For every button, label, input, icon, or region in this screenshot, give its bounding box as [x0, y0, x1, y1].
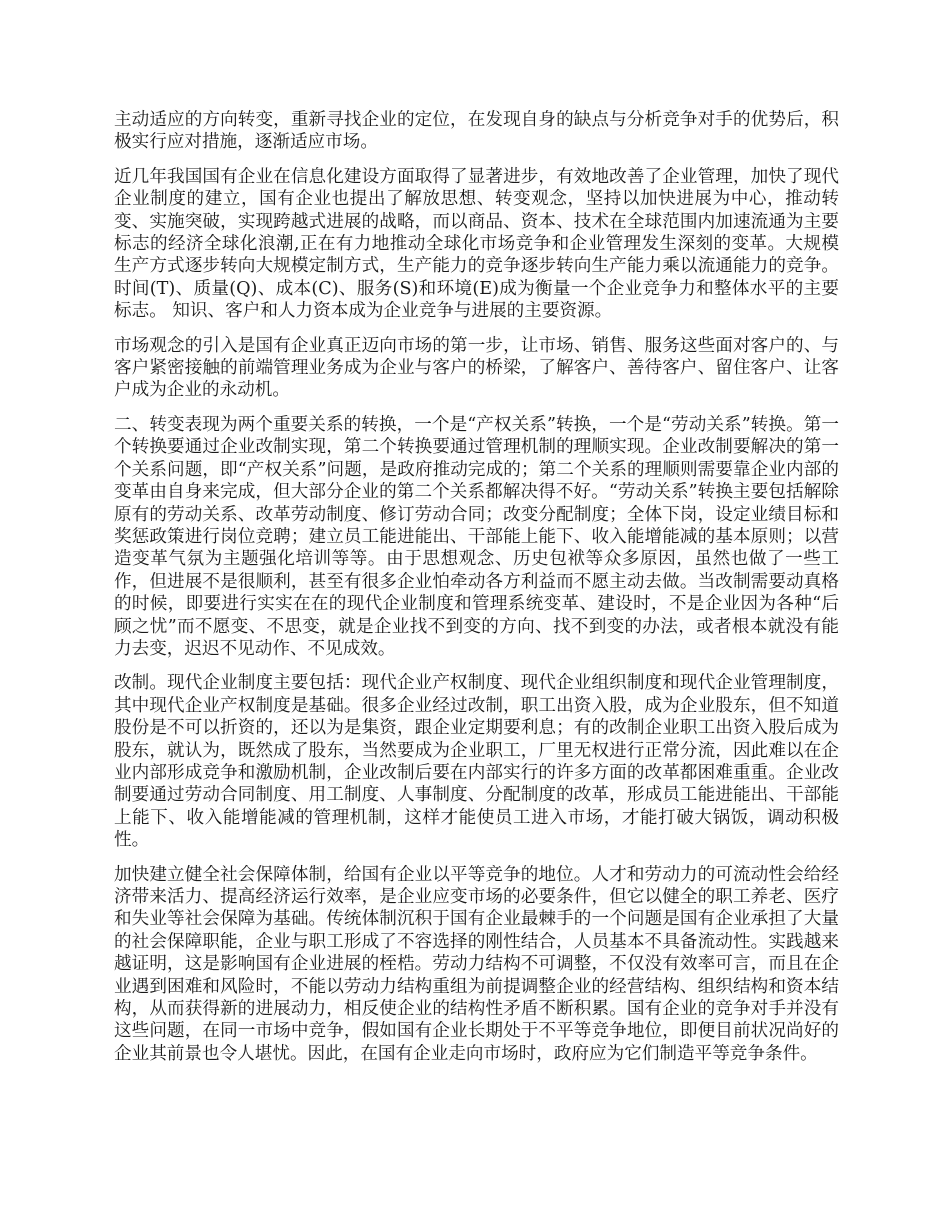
paragraph-5: 改制。现代企业制度主要包括：现代企业产权制度、现代企业组织制度和现代企业管理制度，其中现代企业产权制度是基础。很多企业经过改制，职工出资入股，成为企业股东，但不知道股份是不可以折资的，还以为是集资，跟企业定期要利息；有的改制企业职工出资入股后成为股东，就认为，既然成了股东，当然要成为企业职工，厂里无权进行正常分流，因此难以在企业内部形成竞争和激励机制，企业改制后要在内部实行的许多方面的改革都困难重重。企业改制要通过劳动合同制度、用工制度、人事制度、分配制度的改革，形成员工能进能出、干部能上能下、收入能增能减的管理机制，这样才能使员工进入市场，才能打破大锅饭，调动积极性。 — [114, 673, 839, 851]
paragraph-2: 近几年我国国有企业在信息化建设方面取得了显著进步，有效地改善了企业管理，加快了现代企业制度的建立，国有企业也提出了解放思想、转变观念，坚持以加快进展为中心，推动转变、实施突破，实现跨越式进展的战略，而以商品、资本、技术在全球范围内加速流通为主要标志的经济全球化浪潮,正在有力地推动全球化市场竞争和企业管理发生深刻的变革。大规模生产方式逐步转向大规模定制方式，生产能力的竞争逐步转向生产能力乘以流通能力的竞争。 时间(T)、质量(Q)、成本(C)、服务(S)和环境(E)成为衡量一个企业竞争力和整体水平的主要标志。 知识、客户和人力资本成为企业竞争与进展的主要资源。 — [114, 166, 839, 322]
paragraph-4: 二、转变表现为两个重要关系的转换，一个是“产权关系”转换，一个是“劳动关系”转换。第一个转换要通过企业改制实现，第二个转换要通过管理机制的理顺实现。企业改制要解决的第一个关系问题，即“产权关系”问题，是政府推动完成的；第二个关系的理顺则需要靠企业内部的变革由自身来完成，但大部分企业的第二个关系都解决得不好。“劳动关系”转换主要包括解除原有的劳动关系、改革劳动制度、修订劳动合同；改变分配制度；全体下岗，设定业绩目标和奖惩政策进行岗位竞聘；建立员工能进能出、干部能上能下、收入能增能减的基本原则；以营造变革气氛为主题强化培训等等。由于思想观念、历史包袱等众多原因，虽然也做了一些工作，但进展不是很顺利，甚至有很多企业怕牵动各方利益而不愿主动去做。当改制需要动真格的时候，即要进行实实在在的现代企业制度和管理系统变革、建设时，不是企业因为各种“后顾之忧”而不愿变、不思变，就是企业找不到变的方向、找不到变的办法，或者根本就没有能力去变，迟迟不见动作、不见成效。 — [114, 414, 839, 659]
paragraph-6: 加快建立健全社会保障体制，给国有企业以平等竞争的地位。人才和劳动力的可流动性会给经济带来活力、提高经济运行效率，是企业应变市场的必要条件，但它以健全的职工养老、医疗和失业等社会保障为基础。传统体制沉积于国有企业最棘手的一个问题是国有企业承担了大量的社会保障职能，企业与职工形成了不容选择的刚性结合，人员基本不具备流动性。实践越来越证明，这是影响国有企业进展的桎梏。劳动力结构不可调整，不仅没有效率可言，而且在企业遇到困难和风险时，不能以劳动力结构重组为前提调整企业的经营结构、组织结构和资本结构，从而获得新的进展动力，相反使企业的结构性矛盾不断积累。国有企业的竞争对手并没有这些问题，在同一市场中竞争，假如国有企业长期处于不平等竞争地位，即便目前状况尚好的企业其前景也令人堪忧。因此，在国有企业走向市场时，政府应为它们制造平等竞争条件。 — [114, 864, 839, 1064]
paragraph-3: 市场观念的引入是国有企业真正迈向市场的第一步，让市场、销售、服务这些面对客户的、与客户紧密接触的前端管理业务成为企业与客户的桥梁，了解客户、善待客户、留住客户、让客户成为企业的永动机。 — [114, 335, 839, 401]
document-page — [114, 109, 839, 1077]
paragraph-1: 主动适应的方向转变，重新寻找企业的定位，在发现自身的缺点与分析竞争对手的优势后，积极实行应对措施，逐渐适应市场。 — [114, 110, 839, 153]
